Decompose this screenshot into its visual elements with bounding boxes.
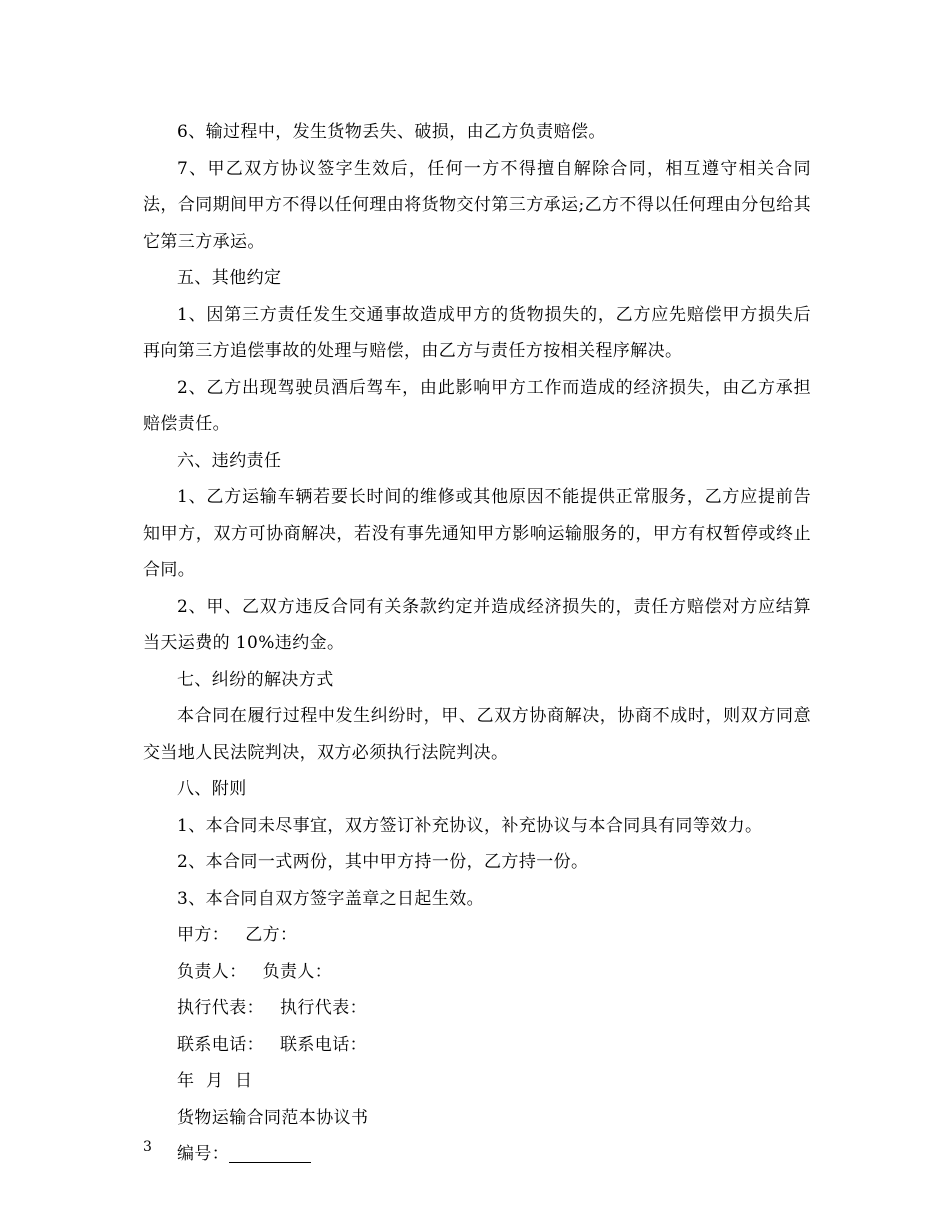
supplementary-clause-2: 2、本合同一式两份，其中甲方持一份，乙方持一份。 bbox=[177, 852, 589, 872]
dispute-clause: 本合同在履行过程中发生纠纷时，甲、乙双方协商解决，协商不成时，则双方同意交当地人民法院判决，双方必须执行法院判决。 bbox=[143, 706, 811, 763]
section-heading-supplementary: 八、附则 bbox=[177, 779, 247, 799]
next-contract-title: 货物运输合同范本协议书 bbox=[177, 1107, 369, 1128]
breach-clause-1: 1、乙方运输车辆若要长时间的维修或其他原因不能提供正常服务，乙方应提前告知甲方，双方可协商解决，若没有事先通知甲方影响运输服务的，甲方有权暂停或终止合同。 bbox=[143, 487, 811, 580]
breach-clause-2: 2、甲、乙双方违反合同有关条款约定并造成经济损失的，责任方赔偿对方应结算当天运费的 10%违约金。 bbox=[143, 596, 811, 653]
document-body bbox=[143, 114, 811, 1173]
signature-date-line: 年 月 日 bbox=[177, 1071, 253, 1091]
phone-b-label: 联系电话： bbox=[280, 1034, 367, 1055]
party-a-label: 甲方： bbox=[177, 925, 230, 945]
contract-number-line bbox=[143, 1136, 811, 1173]
other-terms-clause-1: 1、因第三方责任发生交通事故造成甲方的货物损失的，乙方应先赔偿甲方损失后再向第三方追偿事故的处理与赔偿，由乙方与责任方按相关程序解决。 bbox=[143, 304, 811, 361]
party-b-label: 乙方： bbox=[245, 925, 298, 945]
clause-6-loss-damage: 6、输过程中，发生货物丢失、破损，由乙方负责赔偿。 bbox=[177, 122, 606, 142]
section-heading-dispute: 七、纠纷的解决方式 bbox=[177, 669, 334, 690]
supplementary-clause-1: 1、本合同未尽事宜，双方签订补充协议，补充协议与本合同具有同等效力。 bbox=[177, 815, 763, 836]
person-b-label: 负责人： bbox=[262, 961, 333, 982]
page-number: 3 bbox=[143, 1139, 152, 1155]
rep-a-label: 执行代表： bbox=[177, 998, 264, 1018]
supplementary-clause-3: 3、本合同自双方签字盖章之日起生效。 bbox=[177, 888, 485, 909]
phone-a-label: 联系电话： bbox=[177, 1034, 264, 1055]
signature-party-line bbox=[143, 917, 811, 954]
section-heading-other-terms: 五、其他约定 bbox=[177, 268, 282, 288]
signature-phone-line bbox=[143, 1027, 811, 1064]
other-terms-clause-2: 2、乙方出现驾驶员酒后驾车，由此影响甲方工作而造成的经济损失，由乙方承担赔偿责任。 bbox=[143, 377, 811, 434]
rep-b-label: 执行代表： bbox=[280, 998, 367, 1018]
clause-7-no-termination: 7、甲乙双方协议签字生效后，任何一方不得擅自解除合同，相互遵守相关合同法，合同期间甲方不得以任何理由将货物交付第三方承运;乙方不得以任何理由分包给其它第三方承运。 bbox=[143, 158, 811, 252]
contract-number-label: 编号： bbox=[177, 1144, 230, 1164]
person-a-label: 负责人： bbox=[177, 961, 247, 982]
signature-representative-line bbox=[143, 990, 811, 1027]
section-heading-breach: 六、违约责任 bbox=[177, 450, 282, 471]
contract-number-blank bbox=[229, 1144, 311, 1163]
signature-person-line bbox=[143, 954, 811, 991]
